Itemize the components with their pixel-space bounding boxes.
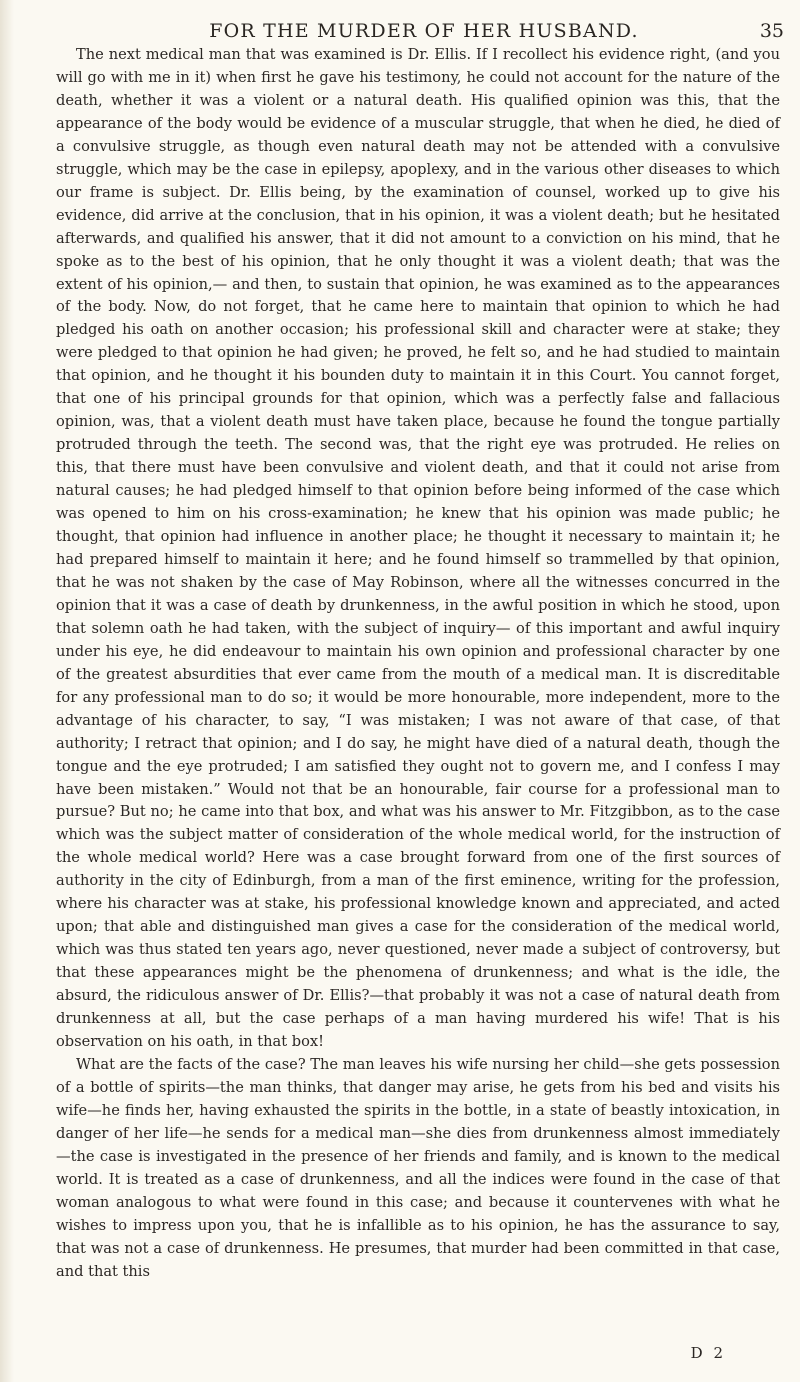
page-gutter-shadow [0,0,14,1382]
body-text [56,44,780,1283]
page-number: 35 [759,20,784,42]
signature-mark: D 2 [690,1344,726,1362]
running-title: FOR THE MURDER OF HER HUSBAND. [209,20,639,42]
paragraph: What are the facts of the case? The man leaves his wife nursing her child—she gets possession of a bottle of spirits—the man thinks, that danger may arise, he gets from his bed and visits his wife—he finds her, having exhausted the spirits in the bottle, in a state of beastly intoxication, in danger of her life—he sends for a medical man—she dies from drunkenness almost immediately—the case is investigated in the presence of her friends and family, and is known to the medical world. It is treated as a case of drunkenness, and all the indices were found in the case of that woman analogous to what were found in this case; and because it countervenes with what he wishes to impress upon you, that he is infallible as to his opinion, he has the assurance to say, that was not a case of drunkenness. He presumes, that murder had been committed in that case, and that this [56,1055,780,1280]
paragraph: The next medical man that was examined is Dr. Ellis. If I recollect his evidence right, (and you will go with me in it) when first he gave his testimony, he could not account for the nature of the death, whether it was a violent or a natural death. His qualified opinion was this, that the appearance of the body would be evidence of a muscular struggle, that when he died, he died of a convulsive struggle, as though even natural death may not be attended with a convulsive struggle, which may be the case in epilepsy, apoplexy, and in the various other diseases to which our frame is subject. Dr. Ellis being, by the examination of counsel, worked up to give his evidence, did arrive at the conclusion, that in his opinion, it was a violent death; but he hesitated afterwards, and qualified his answer, that it did not amount to a conviction on his mind, that he spoke as to the best of his opinion, that he only thought it was a violent death; that was the extent of his opinion,— and then, to sustain that opinion, he was examined as to the appearances of the body. Now, do not forget, that he came here to maintain that opinion to which he had pledged his oath on another occasion; his professional skill and character were at stake; they were pledged to that opinion he had given; he proved, he felt so, and he had studied to maintain that opinion, and he thought it his bounden duty to maintain it in this Court. You cannot forget, that one of his principal grounds for that opinion, which was a perfectly false and fallacious opinion, was, that a violent death must have taken place, because he found the tongue partially protruded through the teeth. The second was, that the right eye was protruded. He relies on this, that there must have been convulsive and violent death, and that it could not arise from natural causes; he had pledged himself to that opinion before being informed of the case which was opened to him on his cross-examination; he knew that his opinion was made public; he thought, that opinion had influence in another place; he thought it necessary to maintain it; he had prepared himself to maintain it here; and he found himself so trammelled by that opinion, that he was not shaken by the case of May Robinson, where all the witnesses concurred in the opinion that it was a case of death by drunkenness, in the awful position in which he stood, upon that solemn oath he had taken, with the subject of inquiry— of this important and awful inquiry under his eye, he did endeavour to maintain his own opinion and professional character by one of the greatest absurdities that ever came from the mouth of a medical man. It is discreditable for any professional man to do so; it would be more honourable, more independent, more to the advantage of his character, to say, “I was mistaken; I was not aware of that case, of that authority; I retract that opinion; and I do say, he might have died of a natural death, though the tongue and the eye protruded; I am satisfied they ought not to govern me, and I confess I may have been mistaken.” Would not that be an honourable, fair course for a professional man to pursue? But no; he came into that box, and what was his answer to Mr. Fitzgibbon, as to the case which was the subject matter of consideration of the whole medical world, for the instruction of the whole medical world? Here was a case brought forward from one of the first sources of authority in the city of Edinburgh, from a man of the first eminence, writing for the profession, where his character was at stake, his professional knowledge known and appreciated, and acted upon; that able and distinguished man gives a case for the consideration of the medical world, which was thus stated ten years ago, never questioned, never made a subject of controversy, but that these appearances might be the phenomena of drunkenness; and what is the idle, the absurd, the ridiculous answer of Dr. Ellis?—that probably it was not a case of natural death from drunkenness at all, but the case perhaps of a man having murdered his wife! That is his observation on his oath, in that box! [56,46,780,1050]
